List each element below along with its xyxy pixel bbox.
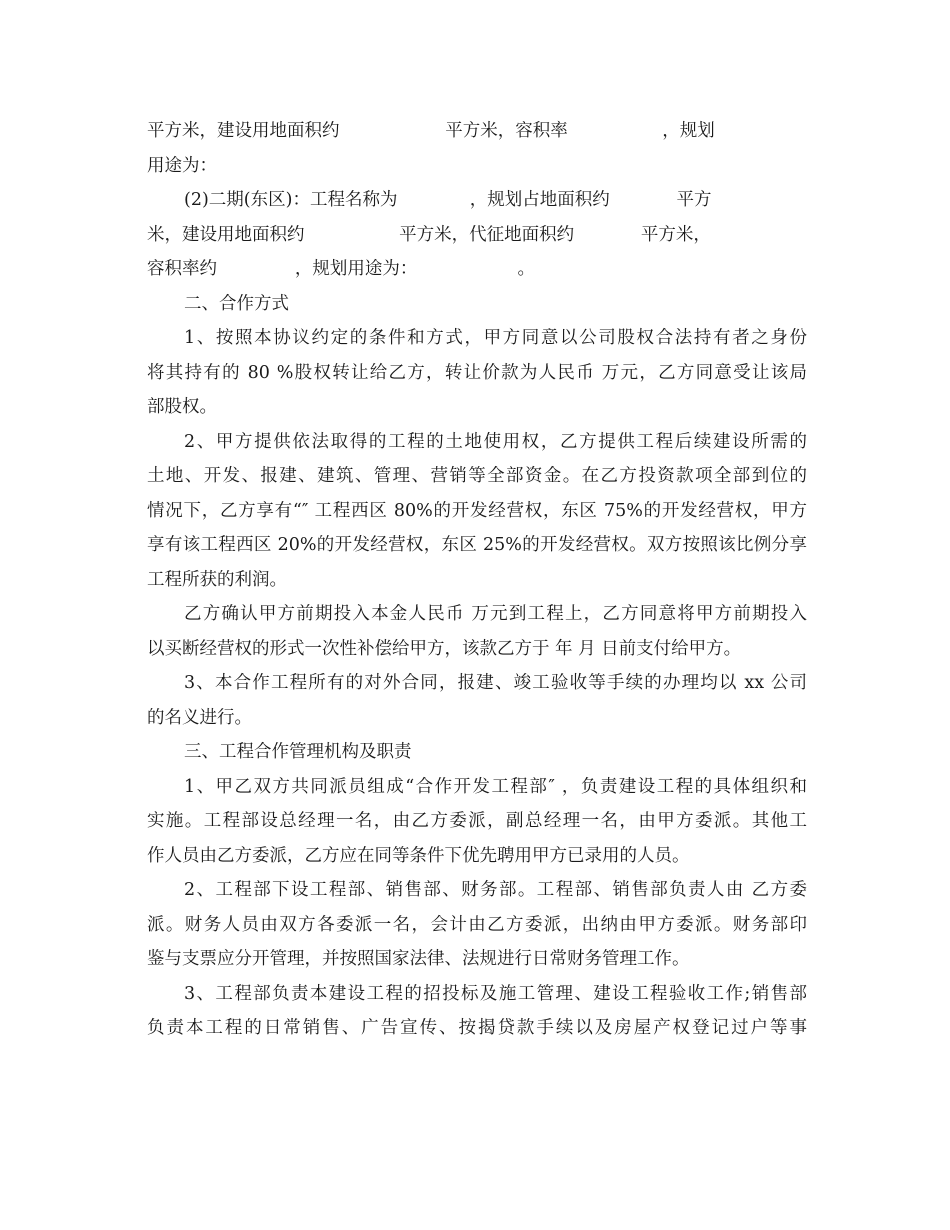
text-line: 享有该工程西区 20%的开发经营权，东区 25%的开发经营权。双方按照该比例分享	[147, 535, 807, 555]
text-line: 1、按照本协议约定的条件和方式，甲方同意以公司股权合法持有者之身份	[184, 328, 807, 348]
text-line: 3、工程部负责本建设工程的招投标及施工管理、建设工程验收工作;销售部	[184, 983, 807, 1004]
text-line: 情况下，乙方享有“″ 工程西区 80%的开发经营权，东区 75%的开发经营权，甲方	[147, 500, 807, 521]
text-line: 作人员由乙方委派，乙方应在同等条件下优先聘用甲方已录用的人员。	[147, 845, 690, 866]
text-line: 平方米，建设用地面积约 平方米，容积率 ，规划	[147, 121, 715, 141]
text-line: 部股权。	[147, 397, 217, 417]
text-line: (2)二期(东区)：工程名称为 ，规划占地面积约 平方	[184, 190, 712, 210]
text-line: 二、合作方式	[184, 293, 289, 314]
document-body	[147, 114, 807, 1046]
text-line: 2、工程部下设工程部、销售部、财务部。工程部、销售部负责人由 乙方委	[184, 880, 807, 900]
text-line: 2、甲方提供依法取得的工程的土地使用权，乙方提供工程后续建设所需的	[184, 431, 807, 452]
text-line: 三、工程合作管理机构及职责	[184, 742, 412, 762]
text-line: 鉴与支票应分开管理，并按照国家法律、法规进行日常财务管理工作。	[147, 949, 690, 969]
text-line: 以买断经营权的形式一次性补偿给甲方，该款乙方于 年 月 日前支付给甲方。	[147, 638, 742, 659]
text-line: 负责本工程的日常销售、广告宣传、按揭贷款手续以及房屋产权登记过户等事	[147, 1018, 807, 1038]
text-line: 派。财务人员由双方各委派一名，会计由乙方委派，出纳由甲方委派。财务部印	[147, 914, 807, 935]
text-line: 土地、开发、报建、建筑、管理、营销等全部资金。在乙方投资款项全部到位的	[147, 466, 807, 486]
text-line: 3、本合作工程所有的对外合同，报建、竣工验收等手续的办理均以 xx 公司	[184, 673, 807, 693]
text-line: 乙方确认甲方前期投入本金人民币 万元到工程上，乙方同意将甲方前期投入	[184, 604, 807, 624]
text-line: 的名义进行。	[147, 707, 252, 728]
text-line: 米，建设用地面积约 平方米，代征地面积约 平方米，	[147, 224, 711, 245]
text-line: 容积率约 ，规划用途为： 。	[147, 259, 536, 279]
text-line: 工程所获的利润。	[147, 569, 287, 590]
text-line: 1、甲乙双方共同派员组成“合作开发工程部″ ，负责建设工程的具体组织和	[184, 776, 807, 797]
text-line: 将其持有的 80 %股权转让给乙方，转让价款为人民币 万元，乙方同意受让该局	[147, 362, 807, 383]
text-line: 实施。工程部设总经理一名，由乙方委派，副总经理一名，由甲方委派。其他工	[147, 811, 807, 831]
text-line: 用途为：	[147, 155, 217, 176]
